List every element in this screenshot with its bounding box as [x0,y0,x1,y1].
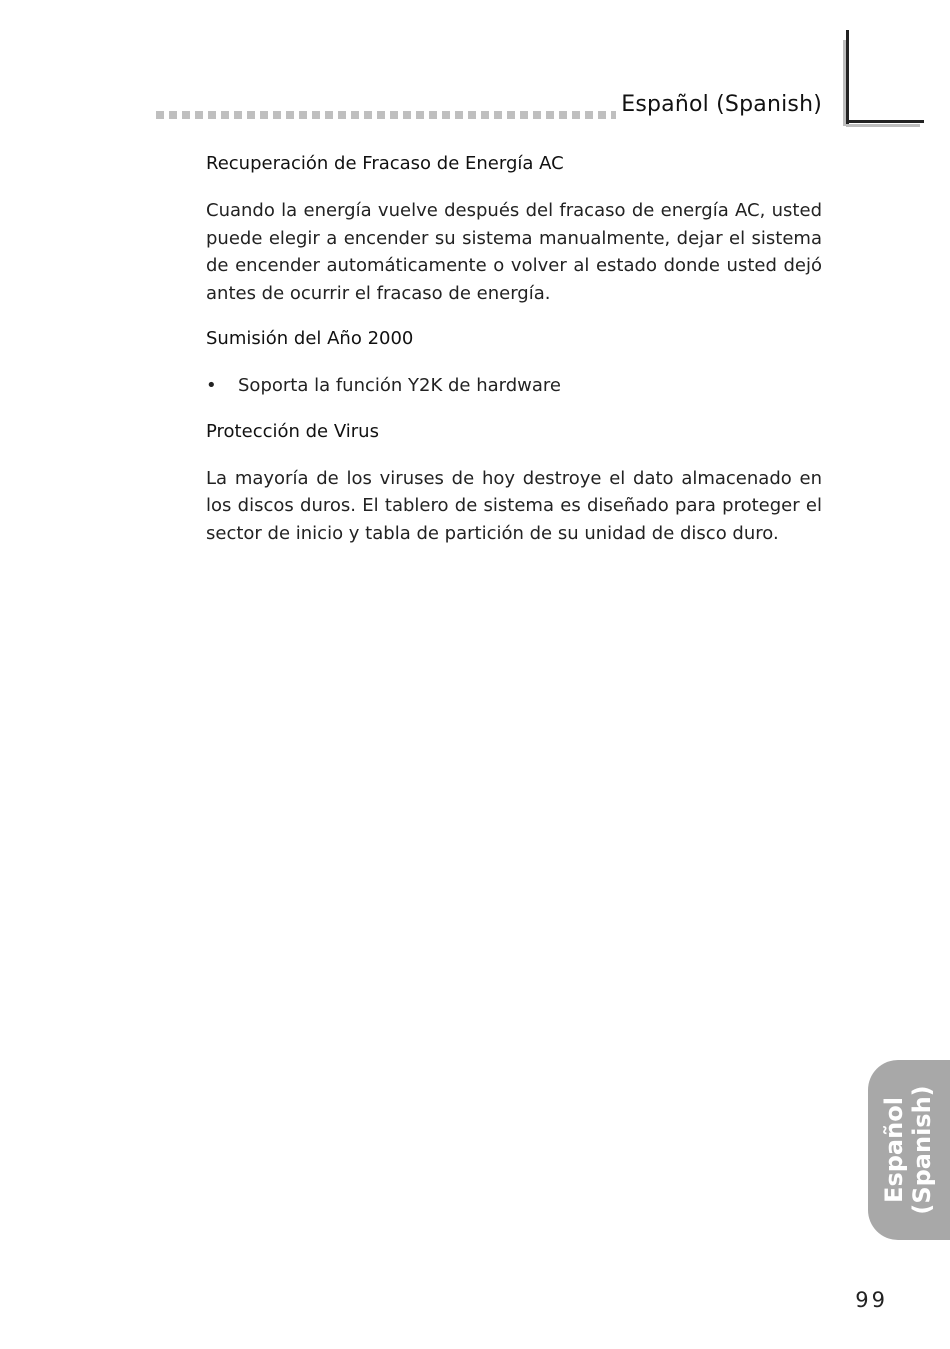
section-heading-y2k: Sumisión del Año 2000 [206,328,414,349]
side-tab-line-2: (Spanish) [908,1085,936,1215]
crop-mark-vertical [846,30,849,125]
list-item [206,372,822,400]
section-heading-virus: Protección de Virus [206,420,379,442]
side-tab-line-1: Español [880,1097,908,1203]
section-heading-ac-power: Recuperación de Fracaso de Energía AC [206,153,564,174]
page-number: 99 [855,1288,888,1312]
section-body-virus: La mayoría de los viruses de hoy destroye el dato almacenado en los discos duros. El tablero de sistema es diseñado para proteger el sector de inicio y tabla de partición de su unidad de disco duro. [206,467,822,544]
bullet-icon: • [206,375,217,396]
crop-mark-shadow-horizontal [846,124,920,127]
crop-mark-horizontal [846,120,924,123]
language-side-tab [868,1060,950,1240]
list-item-text: Soporta la función Y2K de hardware [238,375,562,396]
page-content [206,150,822,565]
section-body-ac-power: Cuando la energía vuelve después del fracaso de energía AC, usted puede elegir a encender su sistema manualmente, dejar el sistema de encender automáticamente o volver al estado donde usted dejó antes de ocurrir el fracaso de energía. [206,200,822,304]
side-tab-label [880,1085,936,1214]
header-dotted-rule [156,111,616,119]
page-header-title: Español (Spanish) [621,92,822,117]
